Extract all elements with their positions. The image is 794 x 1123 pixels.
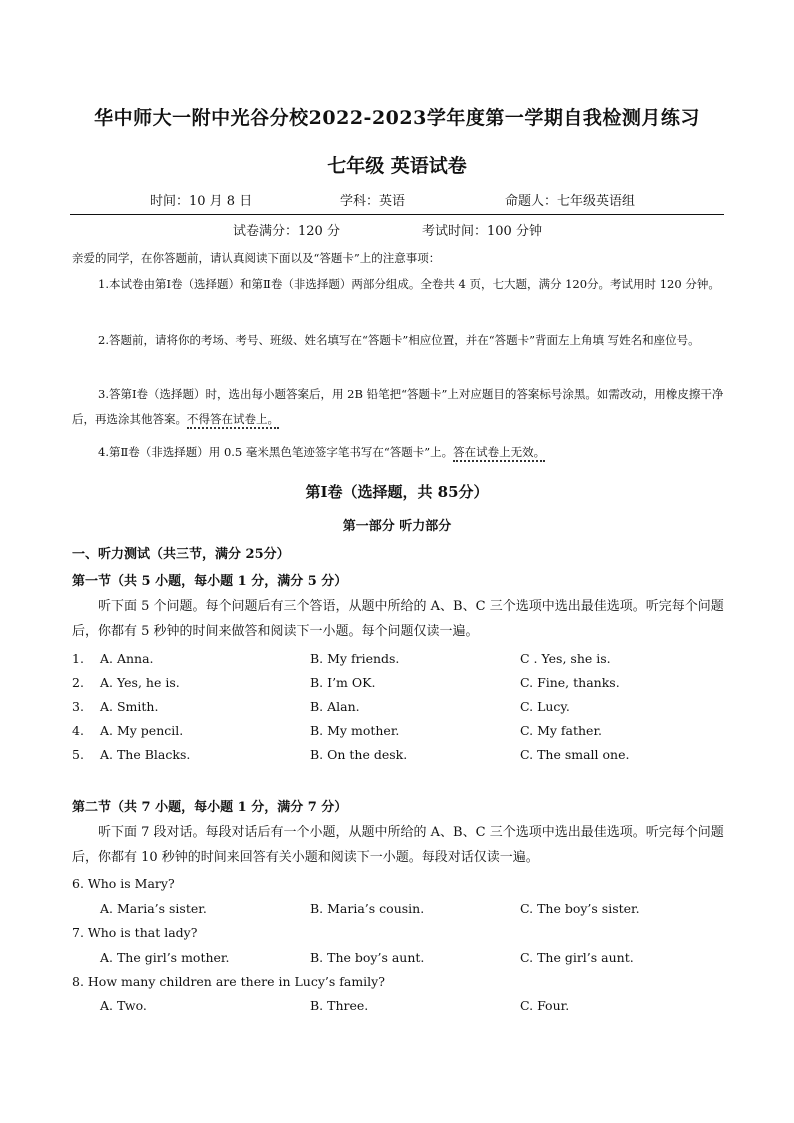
option-c: C. Fine, thanks.	[520, 675, 620, 690]
notice-item-4-text: 4.第Ⅱ卷（非选择题）用 0.5 毫米黑色笔迹签字笔书写在“答题卡”上。	[98, 445, 454, 459]
option-c: C. Lucy.	[520, 699, 570, 714]
option-a: A. Maria’s sister.	[100, 901, 207, 916]
option-b: B. My friends.	[310, 651, 400, 666]
part-subheading: 第一部分 听力部分	[342, 519, 452, 534]
question-number: 4.	[72, 723, 84, 738]
section1-title: 第一节（共 5 小题，每小题 1 分，满分 5 分）	[72, 574, 348, 589]
option-a: A. The Blacks.	[100, 747, 191, 762]
option-c: C. The small one.	[520, 747, 630, 762]
question-number: 5.	[72, 747, 84, 762]
notice-item-4-emphasis: 答在试卷上无效。	[453, 445, 545, 462]
option-b: B. Maria’s cousin.	[310, 901, 425, 916]
notice-item-3-emphasis: 不得答在试卷上。	[187, 412, 279, 429]
option-a: A. Smith.	[100, 699, 159, 714]
option-c: C . Yes, she is.	[520, 651, 611, 666]
full-score: 试卷满分：120 分	[233, 224, 340, 239]
option-c: C. Four.	[520, 998, 570, 1013]
section1-instructions: 听下面 5 个问题。每个问题后有三个答语，从题中所给的 A、B、C 三个选项中选出最佳选项。听完每个问题后，你都有 5 秒钟的时间来做答和阅读下一小题。每个问题仅读一遍。	[72, 599, 724, 639]
question-number: 1.	[72, 651, 84, 666]
question-text: 8. How many children are there in Lucy’s family?	[72, 974, 385, 989]
option-b: B. The boy’s aunt.	[310, 950, 425, 965]
exam-title: 华中师大一附中光谷分校2022-2023学年度第一学期自我检测月练习	[94, 107, 700, 129]
option-b: B. My mother.	[310, 723, 400, 738]
option-a: A. The girl’s mother.	[100, 950, 230, 965]
exam-duration: 考试时间：100 分钟	[422, 224, 542, 239]
listening-title: 一、听力测试（共三节，满分 25分）	[72, 547, 290, 562]
exam-author: 命题人：七年级英语组	[505, 194, 636, 209]
option-a: A. Yes, he is.	[100, 675, 180, 690]
exam-subtitle: 七年级 英语试卷	[327, 155, 467, 177]
notice-item-3	[72, 382, 730, 432]
option-b: B. Three.	[310, 998, 369, 1013]
header-divider	[70, 214, 724, 215]
option-b: B. On the desk.	[310, 747, 408, 762]
exam-date: 时间：10 月 8 日	[150, 194, 253, 209]
question-text: 6. Who is Mary?	[72, 876, 175, 891]
question-number: 2.	[72, 675, 84, 690]
option-a: A. Anna.	[100, 651, 154, 666]
exam-subject: 学科：英语	[340, 194, 406, 209]
question-number: 3.	[72, 699, 84, 714]
notice-item-3-text: 3.答第Ⅰ卷（选择题）时，选出每小题答案后，用 2B 铅笔把“答题卡”上对应题目的答案标号涂黑。如需改动，用橡皮擦干净后，再选涂其他答案。	[72, 387, 724, 426]
notice-intro: 亲爱的同学，在你答题前，请认真阅读下面以及“答题卡”上的注意事项：	[72, 251, 441, 265]
notice-item-2: 2.答题前，请将你的考场、考号、班级、姓名填写在“答题卡”相应位置，并在“答题卡”背面左上角填 写姓名和座位号。	[98, 333, 700, 347]
question-text: 7. Who is that lady?	[72, 925, 198, 940]
notice-item-4	[72, 440, 730, 465]
notice-item-1: 1.本试卷由第Ⅰ卷（选择题）和第Ⅱ卷（非选择题）两部分组成。全卷共 4 页，七大题，满分 120分。考试用时 120 分钟。	[98, 277, 720, 291]
option-a: A. Two.	[100, 998, 147, 1013]
option-a: A. My pencil.	[100, 723, 184, 738]
option-c: C. The boy’s sister.	[520, 901, 640, 916]
option-b: B. Alan.	[310, 699, 360, 714]
part-heading: 第Ⅰ卷（选择题，共 85分）	[305, 483, 489, 501]
section2-instructions: 听下面 7 段对话。每段对话后有一个小题，从题中所给的 A、B、C 三个选项中选出最佳选项。听完每个问题后，你都有 10 秒钟的时间来回答有关小题和阅读下一小题。每段对话仅读一遍。	[72, 825, 724, 865]
option-b: B. I’m OK.	[310, 675, 376, 690]
section2-title: 第二节（共 7 小题，每小题 1 分，满分 7 分）	[72, 800, 348, 815]
option-c: C. My father.	[520, 723, 603, 738]
option-c: C. The girl’s aunt.	[520, 950, 634, 965]
